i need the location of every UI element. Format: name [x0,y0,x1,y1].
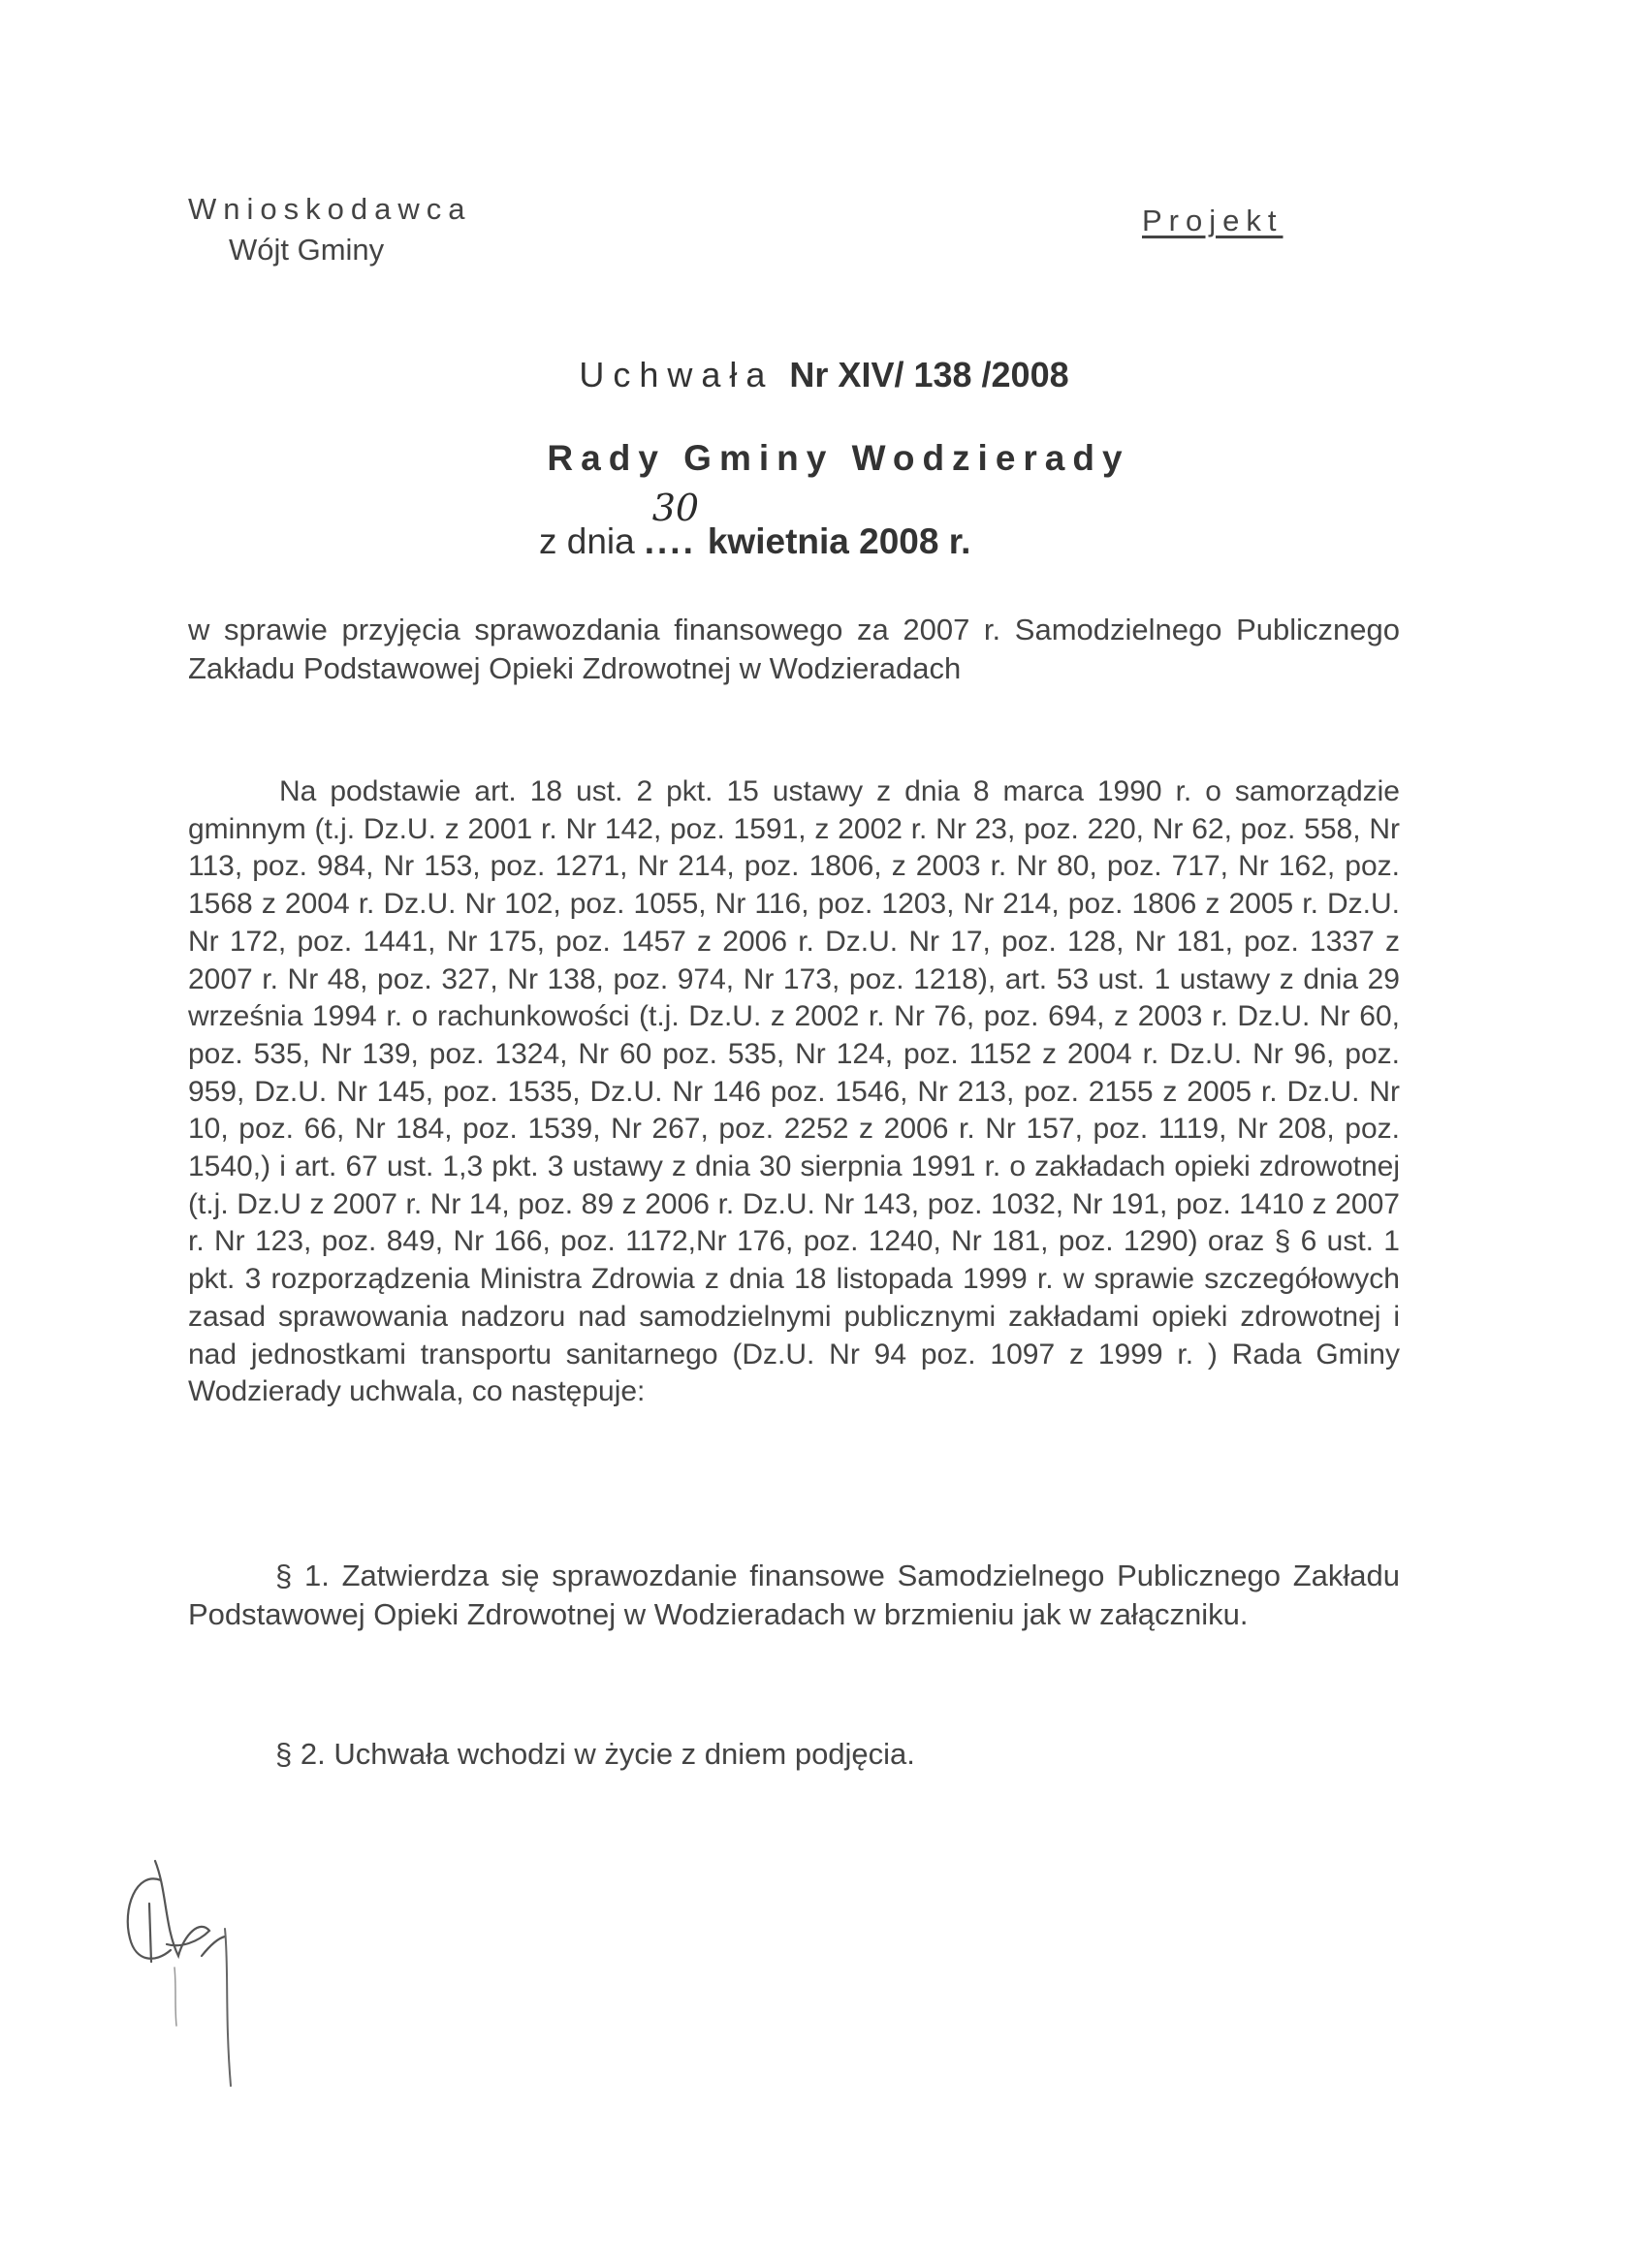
paragraph-1: § 1. Zatwierdza się sprawozdanie finansowe Samodzielnego Publicznego Zakładu Podstawowej Opieki Zdrowotnej w Wodzieradach w brzmieniu jak w załączniku. [188,1559,1400,1631]
council-name: Rady Gminy Wodzierady [547,438,1130,478]
date-suffix: kwietnia 2008 r. [707,521,971,561]
resolution-word: Uchwała [579,355,775,394]
draft-label: Projekt [1142,204,1284,237]
handwritten-day: 30 [651,487,700,529]
date-prefix: z dnia [539,521,635,561]
applicant-label: Wnioskodawca [188,192,472,226]
date-day-blank [644,487,700,561]
legal-basis-paragraph: Na podstawie art. 18 ust. 2 pkt. 15 ustawy z dnia 8 marca 1990 r. o samorządzie gminnym (t.j. Dz.U. z 2001 r. Nr 142, poz. 1591, z 2002 r. Nr 23, poz. 220, Nr 62, poz. 558, Nr 113, poz. 984, Nr 153, poz. 1271, Nr 214, poz. 1806, z 2003 r. Nr 80, poz. 717, Nr 162, poz. 1568 z 2004 r. Dz.U. Nr 102, poz. 1055, Nr 116, poz. 1203, Nr 214, poz. 1806 z 2005 r. Dz.U. Nr 172, poz. 1441, Nr 175, poz. 1457 z 2006 r. Dz.U. Nr 17, poz. 128, Nr 181, poz. 1337 z 2007 r. Nr 48, poz. 327, Nr 138, poz. 974, Nr 173, poz. 1218), art. 53 ust. 1 ustawy z dnia 29 września 1994 r. o rachunkowości (t.j. Dz.U. z 2002 r. Nr 76, poz. 694, z 2003 r. Dz.U. Nr 60, poz. 535, Nr 139, poz. 1324, Nr 60 poz. 535, Nr 124, poz. 1152 z 2004 r. Dz.U. Nr 96, poz. 959, Dz.U. Nr 145, poz. 1535, Dz.U. Nr 146 poz. 1546, Nr 213, poz. 2155 z 2005 r. Dz.U. Nr 10, poz. 66, Nr 184, poz. 1539, Nr 267, poz. 2252 z 2006 r. Nr 157, poz. 1119, Nr 208, poz. 1540,) i art. 67 ust. 1,3 pkt. 3 ustawy z dnia 30 sierpnia 1991 r. o zakładach opieki zdrowotnej (t.j. Dz.U z 2007 r. Nr 14, poz. 89 z 2006 r. Dz.U. Nr 143, poz. 1032, Nr 191, poz. 1410 z 2007 r. Nr 123, poz. 849, Nr 166, poz. 1172,Nr 176, poz. 1240, Nr 181, poz. 1290) oraz § 6 ust. 1 pkt. 3 rozporządzenia Ministra Zdrowia z dnia 18 listopada 1999 r. w sprawie szczegółowych zasad sprawowania nadzoru nad samodzielnymi publicznymi zakładami opieki zdrowotnej i nad jednostkami transportu sanitarnego (Dz.U. Nr 94 poz. 1097 z 1999 r. ) Rada Gminy Wodzierady uchwala, co następuje: [188,775,1400,1408]
resolution-number: Nr XIV/ 138 /2008 [789,355,1069,394]
resolution-title [0,355,1648,395]
handwritten-signature [116,1842,271,2113]
resolution-date [539,487,971,562]
paragraph-2: § 2. Uchwała wchodzi w życie z dniem podjęcia. [275,1737,915,1771]
date-dots: .... [644,521,696,561]
resolution-subject: w sprawie przyjęcia sprawozdania finansowego za 2007 r. Samodzielnego Publicznego Zakładu Podstawowej Opieki Zdrowotnej w Wodzieradach [188,613,1400,685]
applicant-name: Wójt Gminy [229,233,385,267]
